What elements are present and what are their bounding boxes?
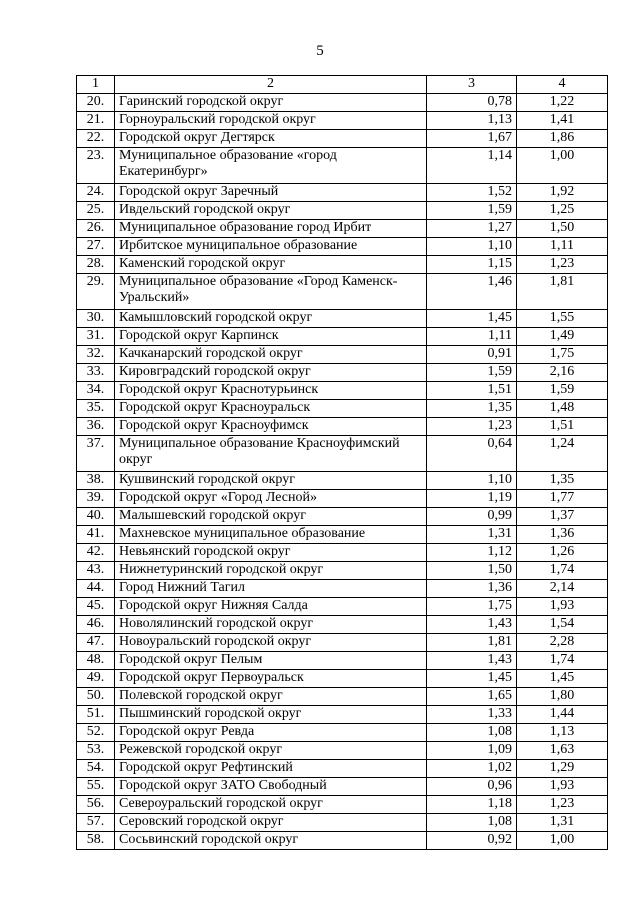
value-column-3: 1,59 (427, 202, 517, 220)
table-row (77, 346, 608, 364)
value-column-4: 2,28 (517, 634, 608, 652)
value-column-3: 1,67 (427, 130, 517, 148)
row-number: 26. (77, 220, 115, 238)
table-row (77, 310, 608, 328)
value-column-4: 1,75 (517, 346, 608, 364)
municipality-name: Муниципальное образование город Ирбит (115, 220, 427, 238)
municipality-name: Городской округ Рефтинский (115, 760, 427, 778)
table-row (77, 238, 608, 256)
value-column-3: 1,52 (427, 184, 517, 202)
column-header: 2 (115, 76, 427, 94)
value-column-3: 1,51 (427, 382, 517, 400)
table-row (77, 598, 608, 616)
value-column-4: 2,14 (517, 580, 608, 598)
value-column-4: 1,49 (517, 328, 608, 346)
value-column-4: 1,29 (517, 760, 608, 778)
table-row (77, 418, 608, 436)
row-number: 47. (77, 634, 115, 652)
row-number: 37. (77, 436, 115, 472)
row-number: 32. (77, 346, 115, 364)
value-column-4: 1,24 (517, 436, 608, 472)
municipality-name: Муниципальное образование «город Екатеринбург» (115, 148, 427, 184)
column-header: 1 (77, 76, 115, 94)
value-column-4: 1,31 (517, 814, 608, 832)
value-column-4: 1,54 (517, 616, 608, 634)
row-number: 21. (77, 112, 115, 130)
row-number: 51. (77, 706, 115, 724)
value-column-4: 1,48 (517, 400, 608, 418)
value-column-4: 1,00 (517, 148, 608, 184)
row-number: 39. (77, 490, 115, 508)
value-column-4: 1,51 (517, 418, 608, 436)
municipality-name: Сосьвинский городской округ (115, 832, 427, 850)
value-column-4: 1,45 (517, 670, 608, 688)
value-column-3: 1,45 (427, 310, 517, 328)
table-row (77, 112, 608, 130)
table-row (77, 706, 608, 724)
value-column-4: 1,44 (517, 706, 608, 724)
row-number: 45. (77, 598, 115, 616)
row-number: 55. (77, 778, 115, 796)
table-row (77, 796, 608, 814)
row-number: 46. (77, 616, 115, 634)
value-column-3: 0,96 (427, 778, 517, 796)
table-body (77, 76, 608, 850)
value-column-3: 0,91 (427, 346, 517, 364)
row-number: 52. (77, 724, 115, 742)
row-number: 29. (77, 274, 115, 310)
municipality-name: Городской округ «Город Лесной» (115, 490, 427, 508)
value-column-3: 0,92 (427, 832, 517, 850)
value-column-4: 1,23 (517, 796, 608, 814)
municipality-name: Режевской городской округ (115, 742, 427, 760)
table-row (77, 814, 608, 832)
value-column-4: 1,63 (517, 742, 608, 760)
table-row (77, 742, 608, 760)
municipality-name: Кировградский городской округ (115, 364, 427, 382)
column-header: 3 (427, 76, 517, 94)
value-column-3: 1,12 (427, 544, 517, 562)
row-number: 33. (77, 364, 115, 382)
municipality-name: Кушвинский городской округ (115, 472, 427, 490)
value-column-4: 1,35 (517, 472, 608, 490)
table-row (77, 220, 608, 238)
municipality-name: Ирбитское муниципальное образование (115, 238, 427, 256)
value-column-3: 1,65 (427, 688, 517, 706)
value-column-3: 1,46 (427, 274, 517, 310)
value-column-3: 1,31 (427, 526, 517, 544)
value-column-3: 1,43 (427, 616, 517, 634)
value-column-4: 1,80 (517, 688, 608, 706)
value-column-4: 1,41 (517, 112, 608, 130)
value-column-3: 1,02 (427, 760, 517, 778)
row-number: 43. (77, 562, 115, 580)
table-row (77, 94, 608, 112)
municipality-name: Каменский городской округ (115, 256, 427, 274)
row-number: 38. (77, 472, 115, 490)
value-column-3: 1,08 (427, 724, 517, 742)
value-column-4: 1,37 (517, 508, 608, 526)
table-row (77, 832, 608, 850)
municipality-name: Полевской городской округ (115, 688, 427, 706)
value-column-3: 1,09 (427, 742, 517, 760)
row-number: 28. (77, 256, 115, 274)
table-row (77, 130, 608, 148)
table-row (77, 400, 608, 418)
value-column-3: 1,81 (427, 634, 517, 652)
value-column-3: 1,15 (427, 256, 517, 274)
value-column-3: 1,35 (427, 400, 517, 418)
data-table (76, 75, 608, 850)
value-column-3: 0,99 (427, 508, 517, 526)
value-column-4: 2,16 (517, 364, 608, 382)
municipality-name: Муниципальное образование Красноуфимский округ (115, 436, 427, 472)
row-number: 23. (77, 148, 115, 184)
value-column-3: 1,75 (427, 598, 517, 616)
value-column-4: 1,92 (517, 184, 608, 202)
municipality-name: Новолялинский городской округ (115, 616, 427, 634)
table-row (77, 148, 608, 184)
value-column-3: 1,23 (427, 418, 517, 436)
value-column-3: 0,64 (427, 436, 517, 472)
value-column-4: 1,93 (517, 778, 608, 796)
row-number: 31. (77, 328, 115, 346)
value-column-4: 1,86 (517, 130, 608, 148)
value-column-3: 0,78 (427, 94, 517, 112)
table-row (77, 760, 608, 778)
municipality-name: Пышминский городской округ (115, 706, 427, 724)
row-number: 44. (77, 580, 115, 598)
table-row (77, 580, 608, 598)
table-row (77, 526, 608, 544)
row-number: 48. (77, 652, 115, 670)
row-number: 35. (77, 400, 115, 418)
value-column-4: 1,36 (517, 526, 608, 544)
value-column-4: 1,26 (517, 544, 608, 562)
table-row (77, 508, 608, 526)
value-column-3: 1,27 (427, 220, 517, 238)
municipality-name: Североуральский городской округ (115, 796, 427, 814)
value-column-3: 1,14 (427, 148, 517, 184)
table-row (77, 202, 608, 220)
value-column-3: 1,59 (427, 364, 517, 382)
value-column-3: 1,13 (427, 112, 517, 130)
table-row (77, 256, 608, 274)
value-column-4: 1,74 (517, 562, 608, 580)
row-number: 56. (77, 796, 115, 814)
table-row (77, 364, 608, 382)
row-number: 40. (77, 508, 115, 526)
municipality-name: Новоуральский городской округ (115, 634, 427, 652)
value-column-4: 1,93 (517, 598, 608, 616)
municipality-name: Серовский городской округ (115, 814, 427, 832)
column-header: 4 (517, 76, 608, 94)
municipality-name: Городской округ ЗАТО Свободный (115, 778, 427, 796)
municipality-name: Городской округ Ревда (115, 724, 427, 742)
table-row (77, 562, 608, 580)
municipality-name: Город Нижний Тагил (115, 580, 427, 598)
value-column-3: 1,10 (427, 472, 517, 490)
table-row (77, 778, 608, 796)
value-column-3: 1,08 (427, 814, 517, 832)
value-column-4: 1,74 (517, 652, 608, 670)
value-column-3: 1,11 (427, 328, 517, 346)
value-column-3: 1,10 (427, 238, 517, 256)
row-number: 34. (77, 382, 115, 400)
row-number: 53. (77, 742, 115, 760)
municipality-name: Городской округ Красноуральск (115, 400, 427, 418)
row-number: 24. (77, 184, 115, 202)
value-column-4: 1,11 (517, 238, 608, 256)
municipality-name: Нижнетуринский городской округ (115, 562, 427, 580)
municipality-name: Горноуральский городской округ (115, 112, 427, 130)
table-row (77, 688, 608, 706)
row-number: 41. (77, 526, 115, 544)
table-row (77, 274, 608, 310)
value-column-3: 1,18 (427, 796, 517, 814)
page-number: 5 (316, 43, 324, 59)
municipality-name: Городской округ Заречный (115, 184, 427, 202)
value-column-4: 1,59 (517, 382, 608, 400)
municipality-name: Гаринский городской округ (115, 94, 427, 112)
value-column-4: 1,50 (517, 220, 608, 238)
table-row (77, 328, 608, 346)
value-column-4: 1,22 (517, 94, 608, 112)
table-row (77, 634, 608, 652)
municipality-name: Городской округ Пелым (115, 652, 427, 670)
municipality-name: Махневское муниципальное образование (115, 526, 427, 544)
value-column-4: 1,25 (517, 202, 608, 220)
municipality-name: Невьянский городской округ (115, 544, 427, 562)
value-column-3: 1,33 (427, 706, 517, 724)
value-column-4: 1,77 (517, 490, 608, 508)
value-column-4: 1,00 (517, 832, 608, 850)
row-number: 50. (77, 688, 115, 706)
table-row (77, 724, 608, 742)
municipality-name: Городской округ Карпинск (115, 328, 427, 346)
row-number: 20. (77, 94, 115, 112)
row-number: 58. (77, 832, 115, 850)
municipality-name: Городской округ Красноуфимск (115, 418, 427, 436)
row-number: 36. (77, 418, 115, 436)
municipality-name: Городской округ Первоуральск (115, 670, 427, 688)
row-number: 22. (77, 130, 115, 148)
value-column-4: 1,23 (517, 256, 608, 274)
row-number: 42. (77, 544, 115, 562)
municipality-name: Городской округ Дегтярск (115, 130, 427, 148)
table-row (77, 184, 608, 202)
municipality-name: Городской округ Нижняя Салда (115, 598, 427, 616)
municipality-name: Ивдельский городской округ (115, 202, 427, 220)
value-column-3: 1,43 (427, 652, 517, 670)
table-row (77, 490, 608, 508)
value-column-3: 1,36 (427, 580, 517, 598)
value-column-4: 1,55 (517, 310, 608, 328)
value-column-4: 1,13 (517, 724, 608, 742)
row-number: 57. (77, 814, 115, 832)
table-row (77, 472, 608, 490)
row-number: 49. (77, 670, 115, 688)
row-number: 30. (77, 310, 115, 328)
table-row (77, 616, 608, 634)
row-number: 54. (77, 760, 115, 778)
municipality-name: Муниципальное образование «Город Каменск-Уральский» (115, 274, 427, 310)
row-number: 25. (77, 202, 115, 220)
row-number: 27. (77, 238, 115, 256)
municipality-name: Камышловский городской округ (115, 310, 427, 328)
table-row (77, 652, 608, 670)
value-column-3: 1,45 (427, 670, 517, 688)
table-row (77, 544, 608, 562)
municipality-name: Малышевский городской округ (115, 508, 427, 526)
value-column-3: 1,50 (427, 562, 517, 580)
table-row (77, 382, 608, 400)
value-column-3: 1,19 (427, 490, 517, 508)
municipality-name: Качканарский городской округ (115, 346, 427, 364)
table-row (77, 436, 608, 472)
table-header-row (77, 76, 608, 94)
value-column-4: 1,81 (517, 274, 608, 310)
table-row (77, 670, 608, 688)
municipality-name: Городской округ Краснотурьинск (115, 382, 427, 400)
